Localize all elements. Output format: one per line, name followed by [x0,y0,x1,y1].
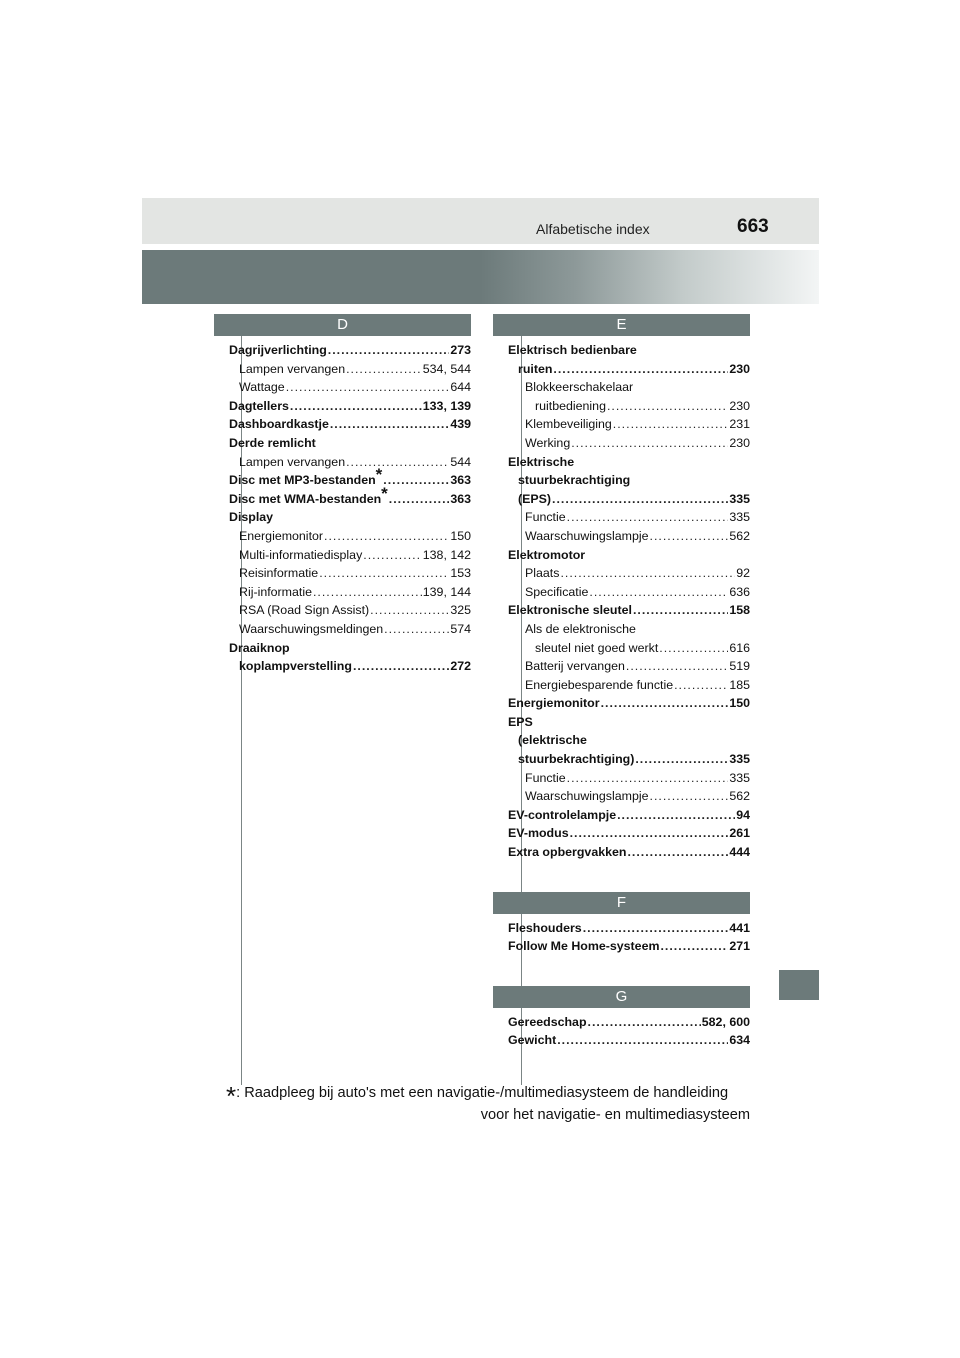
index-entry [229,397,471,416]
dot-leader [660,937,728,956]
dot-leader [346,360,422,379]
index-entry [508,769,750,788]
entry-term [239,620,383,639]
index-entry [508,434,750,453]
index-entry [508,824,750,843]
dot-leader [589,583,728,602]
index-entry [229,434,471,453]
dot-leader [633,601,728,620]
index-entry [229,415,471,434]
entry-term [229,415,329,434]
entry-term-text: Batterij vervangen [525,659,625,674]
entry-term [508,1013,587,1032]
index-entry [229,527,471,546]
entry-term-text: EV-controlelampje [508,807,617,822]
dot-leader [626,657,728,676]
entry-term [518,490,551,509]
entry-term-text: Rij-informatie [239,584,312,599]
index-entry [508,806,750,825]
dot-leader [650,787,729,806]
section-header-e: E [493,314,750,336]
index-entry [508,601,750,620]
index-entries [493,336,750,862]
footnote-marker: * [381,483,388,503]
entry-term [508,694,600,713]
entry-page-ref: 363 [450,491,471,506]
entry-term [525,434,570,453]
dot-leader [557,1031,728,1050]
entry-term [525,583,588,602]
footnote-star: * [226,1081,237,1111]
entry-page-ref: 153 [450,566,471,581]
entry-page-ref: 636 [729,584,750,599]
page-number: 663 [737,216,769,237]
footnote [226,1082,750,1126]
dot-leader [570,824,729,843]
dot-leader [553,360,728,379]
index-entry [508,937,750,956]
footnote-line-1: : Raadpleeg bij auto's met een navigatie-/multimediasysteem de handleiding [236,1085,729,1101]
index-entry [508,527,750,546]
entry-page-ref: 138, 142 [422,547,471,562]
dot-leader [346,453,449,472]
dot-leader [324,527,449,546]
dot-leader [370,601,449,620]
entry-term [508,806,616,825]
entry-term-text: (elektrische [518,733,587,748]
entry-term [239,527,323,546]
index-entry [508,620,750,639]
index-entry [508,546,750,565]
dot-leader [560,564,735,583]
entry-term-text: Extra opbergvakken [508,845,627,860]
entry-page-ref: 644 [450,380,471,395]
entry-term [525,676,673,695]
dot-leader [659,639,728,658]
entry-page-ref: 150 [450,528,471,543]
entry-page-ref: 562 [729,528,750,543]
index-entry [229,564,471,583]
entry-term-text: ruiten [518,361,553,376]
index-entry [508,919,750,938]
index-column-left [214,314,471,676]
dot-leader [567,769,729,788]
entry-page-ref: 335 [729,752,750,767]
entry-term-text: Functie [525,510,566,525]
entry-term [535,397,606,416]
entry-page-ref: 158 [729,603,750,618]
entry-term [518,471,630,490]
dot-leader [319,564,449,583]
dot-leader [571,434,728,453]
entry-term-text: Derde remlicht [229,435,316,450]
entry-term [239,378,285,397]
entry-page-ref: 139, 144 [422,584,471,599]
entry-page-ref: 230 [729,361,750,376]
index-entries [493,1008,750,1050]
entry-term [229,341,327,360]
entry-term-text: (EPS) [518,491,552,506]
entry-term [508,601,632,620]
entry-term [508,824,569,843]
entry-term-text: Dagtellers [229,398,289,413]
entry-term [229,508,273,527]
entry-term-text: Elektrische [508,454,575,469]
index-entry [229,620,471,639]
index-entry [229,483,471,509]
index-entry [508,843,750,862]
dot-leader [613,415,729,434]
entry-term [229,434,316,453]
entry-term-text: Multi-informatiedisplay [239,547,363,562]
dot-leader [552,490,728,509]
entry-term-text: EV-modus [508,826,569,841]
entry-term-text: Dagrijverlichting [229,343,327,357]
index-entry [508,731,750,750]
index-entries [214,336,471,676]
entry-page-ref: 271 [729,939,750,954]
index-entry [229,639,471,658]
entry-term-text: Follow Me Home-systeem [508,939,660,954]
entry-term-text: Waarschuwingslampje [525,528,649,543]
entry-term [525,508,566,527]
entry-term [525,787,649,806]
entry-term-text: Energiemonitor [239,528,324,543]
entry-page-ref: 534, 544 [422,361,471,376]
entry-term [525,564,559,583]
dot-leader [627,843,728,862]
index-entry [508,713,750,732]
entry-term [508,453,574,472]
entry-page-ref: 582, 600 [701,1014,750,1029]
chapter-banner [142,250,819,304]
index-entry [508,583,750,602]
entry-page-ref: 634 [729,1033,750,1048]
entry-term-text: ruitbediening [535,398,606,413]
entry-term [508,341,637,360]
entry-term [508,546,585,565]
entry-term [525,378,633,397]
footnote-line-2: voor het navigatie- en multimediasysteem [480,1107,750,1123]
index-entry [229,453,471,472]
index-entry [229,465,471,490]
index-entry [508,453,750,472]
entry-page-ref: 325 [450,603,471,618]
entry-term-text: Dashboardkastje [229,417,329,432]
entry-term [518,731,587,750]
dot-leader [389,490,450,509]
chapter-side-tab [779,970,819,1000]
entry-term-text: Functie [525,770,566,785]
index-entries [493,914,750,956]
index-entry [508,471,750,490]
index-entry [508,564,750,583]
entry-page-ref: 544 [450,454,471,469]
entry-term [518,360,552,379]
entry-term-text: Gewicht [508,1033,557,1048]
index-entry [508,1031,750,1050]
entry-term-text: RSA (Road Sign Assist) [239,603,370,618]
entry-page-ref: 335 [729,491,750,506]
index-entry [229,546,471,565]
entry-term [229,397,289,416]
entry-page-ref: 335 [729,770,750,785]
section-gap [493,862,750,892]
dot-leader [635,750,728,769]
dot-leader [363,546,422,565]
index-entry [508,657,750,676]
dot-leader [588,1013,701,1032]
entry-term [535,639,658,658]
entry-term [229,483,388,509]
entry-term-text: Energiemonitor [508,696,600,711]
entry-page-ref: 439 [450,417,471,432]
dot-leader [674,676,728,695]
entry-term-text: stuurbekrachtiging) [518,752,635,767]
dot-leader [313,583,422,602]
entry-term-text: Energiebesparende functie [525,677,674,692]
entry-term [525,620,636,639]
entry-term-text: stuurbekrachtiging [518,473,631,488]
entry-term [525,769,566,788]
entry-term-text: Disc met WMA-bestanden [229,491,382,506]
entry-term [525,527,649,546]
entry-page-ref: 231 [729,417,750,432]
index-entry [508,1013,750,1032]
entry-term-text: Elektronische sleutel [508,603,632,618]
entry-term [239,564,318,583]
header-title: Alfabetische index [536,221,650,237]
entry-term [518,750,634,769]
entry-term [239,546,362,565]
entry-term-text: Elektrisch bedienbare [508,343,637,357]
index-entry [229,508,471,527]
entry-page-ref: 92 [736,566,750,581]
entry-term-text: Gereedschap [508,1014,587,1029]
entry-term-text: Waarschuwingsmeldingen [239,621,384,636]
dot-leader [330,415,449,434]
entry-term-text: Draaiknop [229,640,290,655]
index-entry [508,676,750,695]
entry-page-ref: 230 [729,435,750,450]
entry-page-ref: 335 [729,510,750,525]
entry-page-ref: 133, 139 [422,398,471,413]
entry-term [525,657,625,676]
index-entry [229,341,471,360]
entry-term-text: koplampverstelling [239,659,352,674]
entry-page-ref: 272 [450,659,471,674]
index-entry [508,341,750,360]
entry-term-text: sleutel niet goed werkt [535,640,659,655]
index-entry [508,397,750,416]
footnote-marker: * [375,465,383,485]
dot-leader [353,657,449,676]
section-header-d: D [214,314,471,336]
index-entry [508,787,750,806]
header-bar [142,198,819,244]
entry-page-ref: 230 [729,398,750,413]
index-entry [508,694,750,713]
entry-term-text: Klembeveiliging [525,417,612,432]
index-entry [229,657,471,676]
entry-term [239,360,345,379]
entry-term [508,843,626,862]
entry-page-ref: 94 [736,807,750,822]
dot-leader [583,919,729,938]
dot-leader [383,471,449,490]
entry-page-ref: 273 [450,343,471,357]
entry-term-text: Display [229,510,274,525]
dot-leader [601,694,729,713]
entry-term-text: Lampen vervangen [239,361,346,376]
index-column-right [493,314,750,1050]
entry-term [508,713,533,732]
entry-page-ref: 574 [450,621,471,636]
dot-leader [286,378,450,397]
index-entry [508,378,750,397]
entry-term [525,415,612,434]
entry-term [239,601,369,620]
dot-leader [567,508,729,527]
index-entry [508,415,750,434]
index-entry [508,360,750,379]
entry-page-ref: 261 [729,826,750,841]
entry-term-text: Fleshouders [508,920,582,935]
entry-term-text: Elektromotor [508,547,586,562]
entry-term-text: Plaats [525,566,560,581]
entry-term [508,1031,556,1050]
entry-term-text: Waarschuwingslampje [525,789,649,804]
entry-term [508,919,582,938]
entry-page-ref: 363 [450,473,471,488]
dot-leader [607,397,728,416]
dot-leader [384,620,449,639]
entry-page-ref: 150 [729,696,750,711]
section-header-g: G [493,986,750,1008]
entry-term-text: Blokkeerschakelaar [525,380,634,395]
entry-term-text: EPS [508,714,533,729]
entry-term [508,937,659,956]
entry-page-ref: 441 [729,920,750,935]
entry-term-text: Disc met MP3-bestanden [229,473,376,488]
entry-term-text: Specificatie [525,584,589,599]
index-entry [229,378,471,397]
dot-leader [328,341,450,360]
entry-term [239,657,352,676]
entry-term-text: Wattage [239,380,285,395]
entry-term-text: Reisinformatie [239,566,319,581]
section-header-f: F [493,892,750,914]
index-entry [508,750,750,769]
entry-term [229,639,290,658]
entry-page-ref: 185 [729,677,750,692]
entry-term [229,465,383,490]
entry-term-text: Werking [525,435,571,450]
dot-leader [650,527,729,546]
section-gap [493,956,750,986]
entry-term-text: Lampen vervangen [239,454,346,469]
entry-term-text: Als de elektronische [525,621,636,636]
entry-page-ref: 444 [729,845,750,860]
index-entry [508,508,750,527]
index-entry [229,601,471,620]
entry-term [239,583,312,602]
entry-page-ref: 519 [729,659,750,674]
index-entry [508,490,750,509]
entry-term [239,453,345,472]
index-entry [508,639,750,658]
index-entry [229,360,471,379]
dot-leader [617,806,735,825]
dot-leader [290,397,422,416]
entry-page-ref: 562 [729,789,750,804]
entry-page-ref: 616 [729,640,750,655]
index-entry [229,583,471,602]
